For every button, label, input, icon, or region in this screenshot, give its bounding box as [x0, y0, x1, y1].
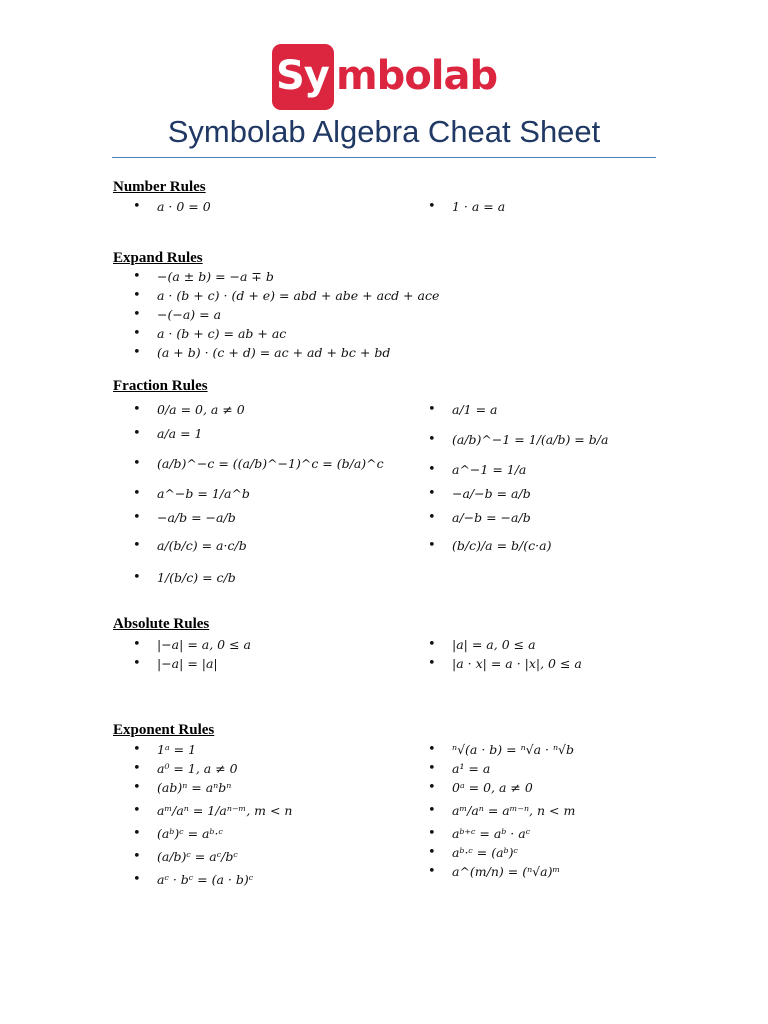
formula: • 0/a = 0, a ≠ 0 — [133, 398, 384, 422]
formula: • a^(m/n) = (ⁿ√a)ᵐ — [428, 862, 575, 881]
formula: • |a| = a, 0 ≤ a — [428, 635, 582, 654]
formula: • (a/b)ᶜ = aᶜ/bᶜ — [133, 843, 293, 870]
formula: • a · (b + c) = ab + ac — [133, 324, 439, 343]
formula: • ⁿ√(a · b) = ⁿ√a · ⁿ√b — [428, 740, 575, 759]
formula: • (b/c)/a = b/(c·a) — [428, 530, 608, 562]
formula: • a/1 = a — [428, 398, 608, 422]
number-rules-left — [133, 197, 211, 216]
formula: • aᵐ/aⁿ = aᵐ⁻ⁿ, n < m — [428, 797, 575, 824]
formula: • a/−b = −a/b — [428, 506, 608, 530]
formula: • a · (b + c) · (d + e) = abd + abe + acd + ace — [133, 286, 439, 305]
formula: • (a/b)^−c = ((a/b)^−1)^c = (b/a)^c — [133, 446, 384, 482]
section-heading-exponent: Exponent Rules — [113, 722, 215, 738]
formula: • a⁰ = 1, a ≠ 0 — [133, 759, 293, 778]
formula: • (aᵇ)ᶜ = aᵇ·ᶜ — [133, 824, 293, 843]
formula: • 1/(b/c) = c/b — [133, 562, 384, 594]
formula: • aᵇ·ᶜ = (aᵇ)ᶜ — [428, 843, 575, 862]
formula: • a^−b = 1/a^b — [133, 482, 384, 506]
section-heading-number: Number Rules — [113, 179, 206, 195]
formula: • a¹ = a — [428, 759, 575, 778]
formula: • aᵇ⁺ᶜ = aᵇ · aᶜ — [428, 824, 575, 843]
formula: • −a/b = −a/b — [133, 506, 384, 530]
logo-text-sy: Sy — [276, 53, 329, 99]
formula: • −a/−b = a/b — [428, 482, 608, 506]
formula: • a^−1 = 1/a — [428, 458, 608, 482]
formula: • a · 0 = 0 — [133, 197, 211, 216]
exponent-rules-right — [428, 740, 575, 881]
fraction-rules-left — [133, 398, 384, 594]
section-heading-fraction: Fraction Rules — [113, 378, 208, 394]
formula: • a/(b/c) = a·c/b — [133, 530, 384, 562]
absolute-rules-left — [133, 635, 251, 673]
formula: • 0ᵃ = 0, a ≠ 0 — [428, 778, 575, 797]
formula: • |a · x| = a · |x|, 0 ≤ a — [428, 654, 582, 673]
formula: • −(a ± b) = −a ∓ b — [133, 267, 439, 286]
expand-rules-left — [133, 267, 439, 362]
section-heading-absolute: Absolute Rules — [113, 616, 210, 632]
formula: • 1 · a = a — [428, 197, 505, 216]
absolute-rules-right — [428, 635, 582, 673]
title-divider — [112, 157, 656, 158]
formula: • (ab)ⁿ = aⁿbⁿ — [133, 778, 293, 797]
formula: • aᶜ · bᶜ = (a · b)ᶜ — [133, 870, 293, 889]
page-title: Symbolab Algebra Cheat Sheet — [167, 114, 601, 149]
number-rules-right — [428, 197, 505, 216]
section-heading-expand: Expand Rules — [113, 250, 203, 266]
formula: • |−a| = a, 0 ≤ a — [133, 635, 251, 654]
symbolab-logo — [0, 44, 768, 112]
formula: • a/a = 1 — [133, 422, 384, 446]
exponent-rules-left — [133, 740, 293, 889]
fraction-rules-right — [428, 398, 608, 562]
logo-text-rest: mbolab — [336, 53, 498, 99]
formula: • aᵐ/aⁿ = 1/aⁿ⁻ᵐ, m < n — [133, 797, 293, 824]
formula: • |−a| = |a| — [133, 654, 251, 673]
formula: • 1ᵃ = 1 — [133, 740, 293, 759]
formula: • (a/b)^−1 = 1/(a/b) = b/a — [428, 422, 608, 458]
formula: • −(−a) = a — [133, 305, 439, 324]
formula: • (a + b) · (c + d) = ac + ad + bc + bd — [133, 343, 439, 362]
